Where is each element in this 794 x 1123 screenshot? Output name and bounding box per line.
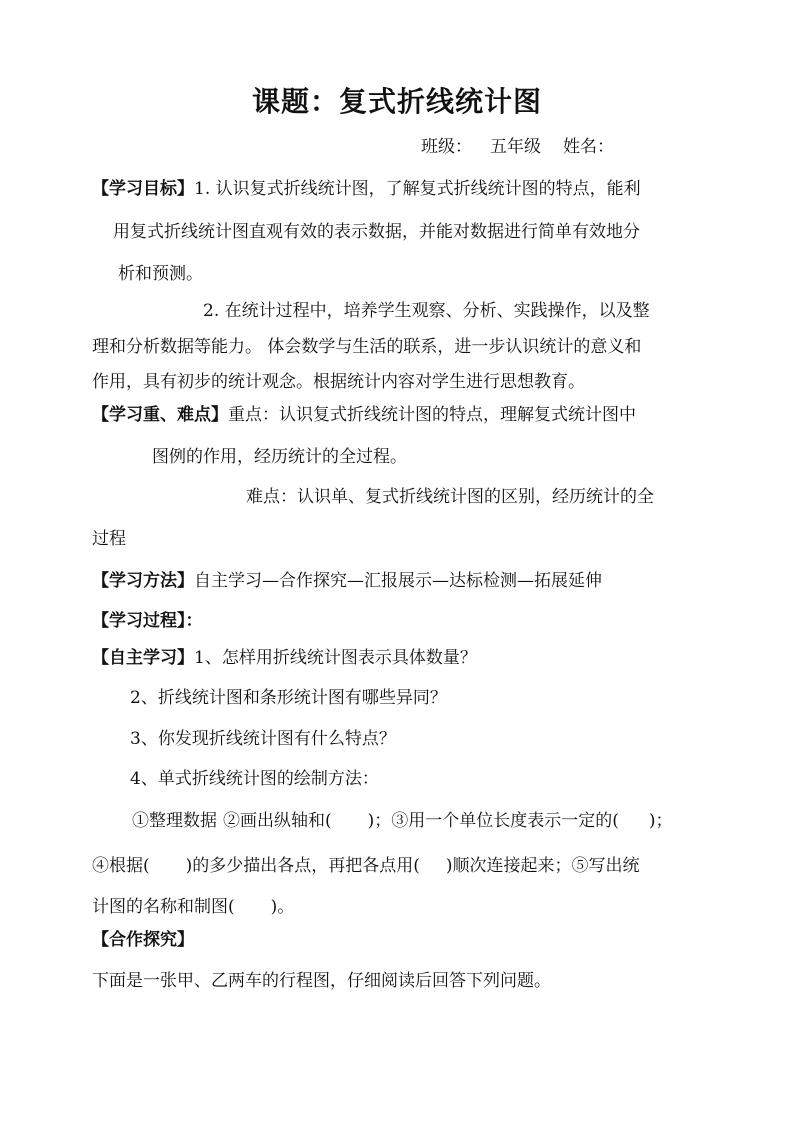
objectives-heading: 【学习目标】 xyxy=(92,179,194,199)
process-heading: 【学习过程】： xyxy=(92,611,203,631)
keypoints-heading: 【学习重、难点】 xyxy=(92,405,228,425)
self-study-heading: 【自主学习】 xyxy=(92,648,194,668)
objectives-line-4: 2. 在统计过程中，培养学生观察、分析、实践操作，以及整 xyxy=(203,301,650,321)
question-4: 4、单式折线统计图的绘制方法： xyxy=(130,769,379,789)
step-5: )顺次连接起来；⑤写出统 xyxy=(445,856,640,876)
method-text: 自主学习—合作探究—汇报展示—达标检测—拓展延伸 xyxy=(194,571,602,591)
grade-value: 五年级 xyxy=(490,137,541,157)
objectives-line-5: 理和分析数据等能力。 体会数学与生活的联系，进一步认识统计的意义和 xyxy=(92,337,642,357)
question-2: 2、折线统计图和条形统计图有哪些异同？ xyxy=(130,688,447,708)
difficulty-line-2: 过程 xyxy=(92,529,126,549)
keypoints-line-2: 图例的作用，经历统计的全过程。 xyxy=(152,447,407,467)
page-title: 课题：复式折线统计图 xyxy=(251,85,542,118)
cooperation-heading: 【合作探究】 xyxy=(92,930,194,950)
cooperation-text: 下面是一张甲、乙两车的行程图，仔细阅读后回答下列问题。 xyxy=(92,971,551,991)
class-label: 班级： xyxy=(421,137,472,157)
steps-line-3 xyxy=(92,896,294,918)
question-3: 3、你发现折线统计图有什么特点？ xyxy=(130,729,396,749)
class-info xyxy=(421,136,614,158)
question-1: 1、怎样用折线统计图表示具体数量？ xyxy=(194,648,477,668)
steps-line-2 xyxy=(92,855,640,877)
steps-line-1 xyxy=(132,810,673,832)
step-4-mid: )的多少描出各点，再把各点用( xyxy=(185,856,420,876)
step-5-end: 计图的名称和制图( xyxy=(92,897,235,917)
objectives-line-1 xyxy=(92,178,641,200)
step-4: ④根据( xyxy=(92,856,150,876)
step-5-close: )。 xyxy=(270,897,295,917)
objectives-line-6: 作用，具有初步的统计观念。根据统计内容对学生进行思想教育。 xyxy=(92,372,585,392)
step-2: ②画出纵轴和( xyxy=(223,811,332,831)
name-label: 姓名： xyxy=(563,137,614,157)
key-point-text: 重点：认识复式折线统计图的特点，理解复式统计图中 xyxy=(228,405,636,425)
objectives-line-2: 用复式折线统计图直观有效的表示数据，并能对数据进行简单有效地分 xyxy=(113,222,640,242)
step-3: )；③用一个单位长度表示一定的( xyxy=(367,811,619,831)
step-1: ①整理数据 xyxy=(132,811,217,831)
self-study-line-1 xyxy=(92,647,477,669)
objective-1-text: 1. 认识复式折线统计图，了解复式折线统计图的特点，能利 xyxy=(194,179,641,199)
step-3-end: )； xyxy=(648,811,673,831)
difficulty-line-1: 难点：认识单、复式折线统计图的区别，经历统计的全 xyxy=(246,487,654,507)
keypoints-line-1 xyxy=(92,404,636,426)
method-line xyxy=(92,570,602,592)
method-heading: 【学习方法】 xyxy=(92,571,194,591)
objectives-line-3: 析和预测。 xyxy=(118,264,203,284)
